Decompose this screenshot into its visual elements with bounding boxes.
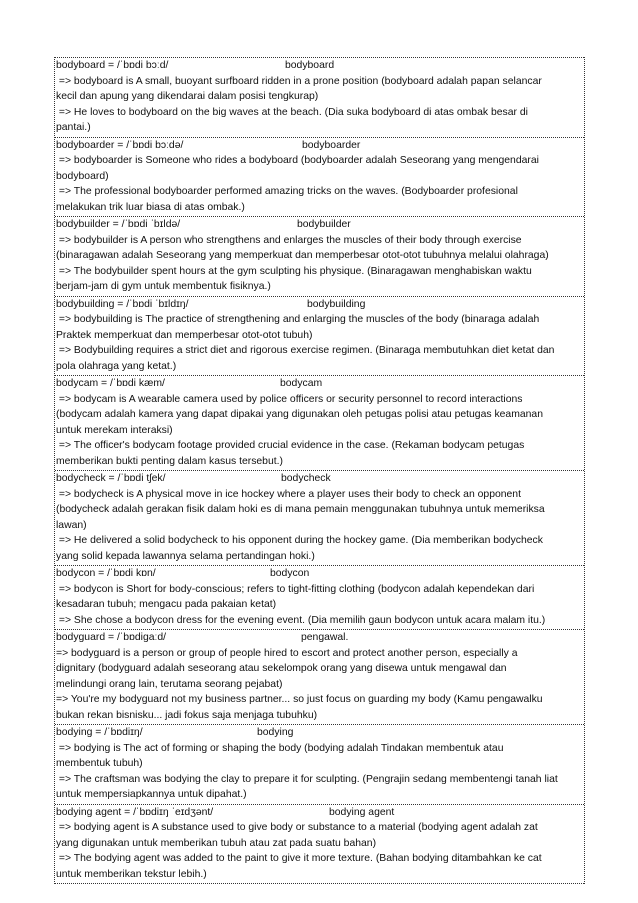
example-line: pantai.) [56, 122, 91, 133]
vocabulary-sheet [54, 57, 585, 884]
example-line: berjam-jam di gym untuk membentuk fisiknya.) [56, 281, 271, 292]
headword-pronunciation: bodyguard = /ˈbɒdigaːd/ [56, 632, 167, 643]
definition-line: melindungi orang lain, terutama seorang pejabat) [56, 678, 283, 690]
headword-tag: pengawal. [301, 632, 349, 643]
example-line: => The bodying agent was added to the paint to give it more texture. (Bahan bodying ditambahkan ke cat [56, 853, 542, 864]
entry-heading [56, 805, 584, 821]
example-line: => The bodybuilder spent hours at the gym sculpting his physique. (Binaragawan menghabiskan waktu [56, 265, 532, 277]
entry-heading [56, 471, 584, 487]
example-line: => Bodybuilding requires a strict diet and rigorous exercise regimen. (Binaraga membutuhkan diet ketat dan [56, 345, 555, 356]
definition-line: kesadaran tubuh; mengacu pada pakaian ketat) [56, 599, 277, 610]
headword-pronunciation: bodyboarder = /ˈbɒdi bɔːdə/ [56, 139, 184, 151]
example-line: => You're my bodyguard not my business partner... so just focus on guarding my body (Kamu pengawalku [56, 694, 543, 705]
entry-heading [56, 138, 584, 154]
example-line: untuk memberikan tekstur lebih.) [56, 868, 207, 880]
headword-pronunciation: bodycam = /ˈbɒdi kæm/ [56, 378, 165, 389]
definition-line: untuk merekam interaksi) [56, 424, 173, 436]
entry-bodying [55, 724, 584, 804]
example-line: untuk mempersiapkannya untuk dipahat.) [56, 789, 247, 800]
example-line: melakukan trik luar biasa di atas ombak.) [56, 201, 245, 213]
example-line: yang solid kepada lawannya selama pertandingan hoki.) [56, 550, 315, 562]
definition-line: (bodycam adalah kamera yang dapat dipakai yang digunakan oleh petugas polisi atau petugas keamanan [56, 409, 543, 420]
definition-line: Praktek memperkuat dan memperbesar otot-otot tubuh) [56, 329, 313, 341]
definition-line: => bodying agent is A substance used to give body or substance to a material (bodying agent adalah zat [56, 822, 538, 833]
definition-line: => bodycon is Short for body-conscious; refers to tight-fitting clothing (bodycon adalah kependekan dari [56, 583, 535, 595]
entry-heading [56, 725, 584, 741]
entry-bodyboarder [55, 137, 584, 217]
headword-pronunciation: bodybuilder = /ˈbɒdi ˈbɪldə/ [56, 219, 181, 230]
example-line: => He delivered a solid bodycheck to his opponent during the hockey game. (Dia memberikan bodycheck [56, 535, 543, 546]
entry-heading [56, 566, 584, 582]
definition-line: => bodyguard is a person or group of people hired to escort and protect another person, especially a [56, 647, 518, 659]
entry-bodyboard [55, 57, 584, 137]
entry-bodycam [55, 375, 584, 470]
entry-bodyguard [55, 629, 584, 724]
definition-line: => bodycheck is A physical move in ice hockey where a player uses their body to check an opponent [56, 488, 521, 500]
example-line: => She chose a bodycon dress for the evening event. (Dia memilih gaun bodycon untuk acara malam itu.) [56, 614, 546, 626]
entry-heading [56, 58, 584, 74]
definition-line: => bodyboard is A small, buoyant surfboard ridden in a prone position (bodyboard adalah papan selancar [56, 75, 542, 87]
headword-pronunciation: bodycon = /ˈbɒdi kɒn/ [56, 568, 156, 579]
example-line: => The craftsman was bodying the clay to prepare it for sculpting. (Pengrajin sedang membentengi tanah liat [56, 773, 558, 785]
headword-tag: bodycheck [281, 473, 331, 484]
headword-pronunciation: bodyboard = /ˈbɒdi bɔːd/ [56, 60, 169, 71]
definition-line: => bodycam is A wearable camera used by police officers or security personnel to record interactions [56, 393, 523, 405]
headword-tag: bodybuilder [297, 219, 351, 230]
definition-line: membentuk tubuh) [56, 758, 143, 769]
definition-line: => bodybuilding is The practice of strengthening and enlarging the muscles of the body (binaraga adalah [56, 314, 540, 325]
definition-line: yang digunakan untuk memberikan tubuh atau zat pada suatu bahan) [56, 837, 377, 849]
definition-line: dignitary (bodyguard adalah seseorang atau sekelompok orang yang disewa untuk mengawal dan [56, 663, 507, 674]
entry-heading [56, 376, 584, 392]
definition-line: lawan) [56, 519, 87, 531]
definition-line: => bodyboarder is Someone who rides a bodyboard (bodyboarder adalah Seseorang yang mengendarai [56, 155, 539, 166]
example-line: => He loves to bodyboard on the big waves at the beach. (Dia suka bodyboard di atas ombak besar di [56, 106, 528, 118]
definition-line: (binaragawan adalah Seseorang yang memperkuat dan memperbesar otot-otot tubuhnya melalui olahraga) [56, 250, 549, 261]
entry-bodycon [55, 565, 584, 629]
definition-line: => bodying is The act of forming or shaping the body (bodying adalah Tindakan membentuk atau [56, 742, 504, 754]
entry-heading [56, 630, 584, 646]
example-line: pola olahraga yang ketat.) [56, 360, 177, 372]
headword-tag: bodybuilding [307, 298, 366, 310]
example-line: bukan rekan bisnisku... jadi fokus saja menjaga tubuhku) [56, 709, 318, 721]
definition-line: kecil dan apung yang dikendarai dalam posisi tengkurap) [56, 91, 319, 102]
definition-line: => bodybuilder is A person who strengthens and enlarges the muscles of their body through exercise [56, 234, 522, 246]
definition-line: (bodycheck adalah gerakan fisik dalam hoki es di mana pemain menggunakan tubuhnya untuk memeriksa [56, 504, 545, 515]
entry-bodycheck [55, 470, 584, 565]
definition-line: bodyboard) [56, 170, 109, 182]
headword-tag: bodycon [270, 568, 310, 579]
headword-tag: bodying [257, 727, 294, 738]
headword-pronunciation: bodying = /ˈbɒdiɪŋ/ [56, 727, 143, 738]
headword-tag: bodycam [280, 378, 323, 389]
headword-pronunciation: bodycheck = /ˈbɒdi tʃek/ [56, 473, 166, 484]
entry-bodying-agent [55, 804, 584, 885]
example-line: => The officer's bodycam footage provided crucial evidence in the case. (Rekaman bodycam petugas [56, 440, 525, 451]
headword-tag: bodyboarder [302, 139, 361, 151]
headword-tag: bodying agent [329, 806, 395, 818]
example-line: => The professional bodyboarder performed amazing tricks on the waves. (Bodyboarder profesional [56, 186, 518, 197]
entry-bodybuilding [55, 296, 584, 376]
headword-tag: bodyboard [285, 60, 335, 71]
entry-bodybuilder [55, 216, 584, 296]
headword-pronunciation: bodybuilding = /ˈbɒdi ˈbɪldɪŋ/ [56, 298, 189, 310]
entry-heading [56, 297, 584, 313]
example-line: memberikan bukti penting dalam kasus tersebut.) [56, 455, 283, 467]
headword-pronunciation: bodying agent = /ˈbɒdiɪŋ ˈeɪdʒənt/ [56, 806, 214, 818]
entry-heading [56, 217, 584, 233]
